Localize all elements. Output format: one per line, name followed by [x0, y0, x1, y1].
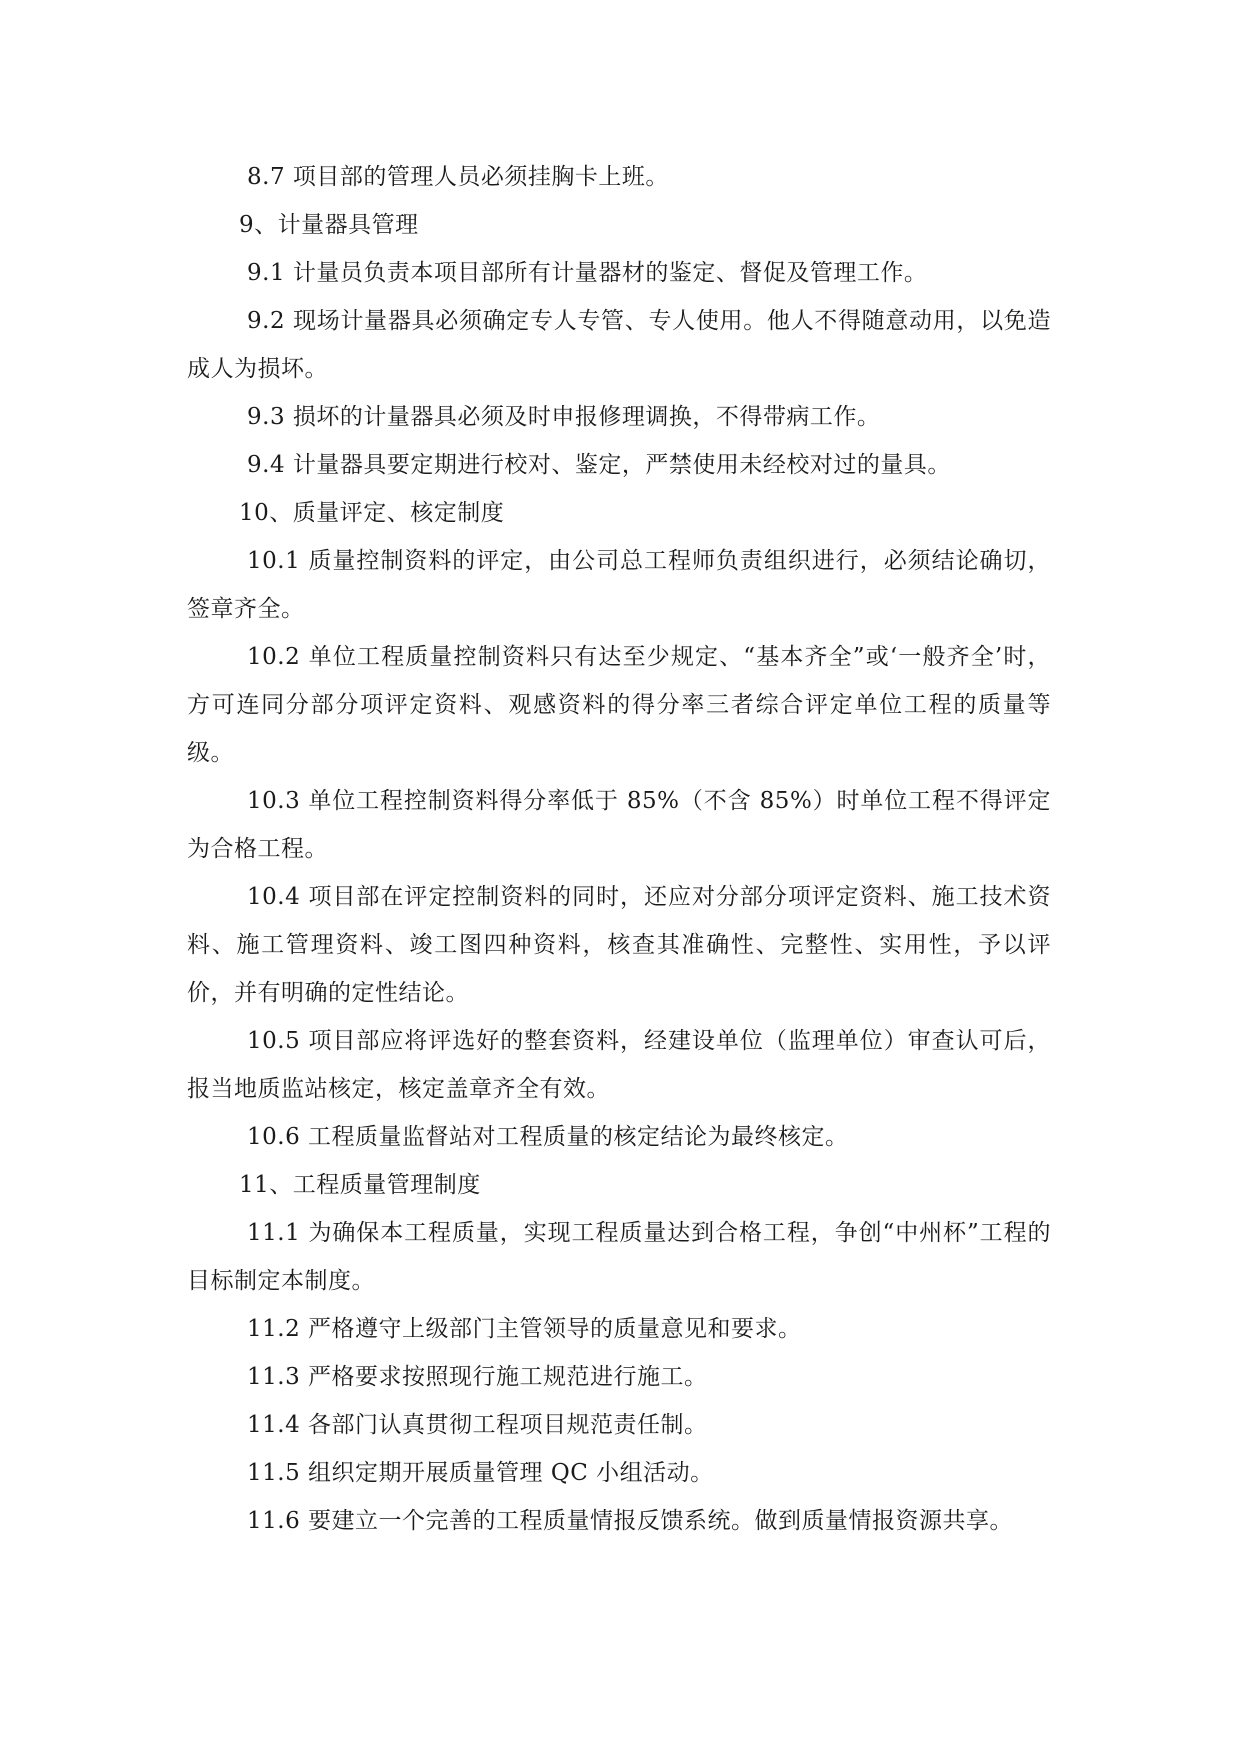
paragraph-10-5: 10.5 项目部应将评选好的整套资料，经建设单位（监理单位）审查认可后，报当地质监站核定，核定盖章齐全有效。	[187, 1028, 1051, 1102]
paragraph-11-4: 11.4 各部门认真贯彻工程项目规范责任制。	[247, 1412, 708, 1438]
paragraph-9-2: 9.2 现场计量器具必须确定专人专管、专人使用。他人不得随意动用，以免造成人为损坏。	[187, 308, 1051, 382]
paragraph-10-3: 10.3 单位工程控制资料得分率低于 85%（不含 85%）时单位工程不得评定为合格工程。	[187, 788, 1051, 862]
paragraph-10-2: 10.2 单位工程质量控制资料只有达至少规定、“基本齐全”或‘一般齐全’时，方可连同分部分项评定资料、观感资料的得分率三者综合评定单位工程的质量等级。	[187, 644, 1051, 766]
paragraph-9-4: 9.4 计量器具要定期进行校对、鉴定，严禁使用未经校对过的量具。	[247, 452, 951, 478]
paragraph-11-3: 11.3 严格要求按照现行施工规范进行施工。	[247, 1364, 708, 1390]
paragraph-10-6: 10.6 工程质量监督站对工程质量的核定结论为最终核定。	[247, 1124, 849, 1150]
document-body	[187, 153, 1051, 1545]
paragraph-11-2: 11.2 严格遵守上级部门主管领导的质量意见和要求。	[247, 1316, 802, 1342]
paragraph-8-7: 8.7 项目部的管理人员必须挂胸卡上班。	[247, 164, 669, 190]
paragraph-10-4: 10.4 项目部在评定控制资料的同时，还应对分部分项评定资料、施工技术资料、施工管理资料、竣工图四种资料，核查其准确性、完整性、实用性，予以评价，并有明确的定性结论。	[187, 884, 1051, 1006]
paragraph-11-6: 11.6 要建立一个完善的工程质量情报反馈系统。做到质量情报资源共享。	[247, 1508, 1014, 1534]
section-heading-9: 9、计量器具管理	[239, 212, 419, 238]
paragraph-11-5: 11.5 组织定期开展质量管理 QC 小组活动。	[247, 1460, 714, 1486]
paragraph-11-1: 11.1 为确保本工程质量，实现工程质量达到合格工程，争创“中州杯”工程的目标制定本制度。	[187, 1220, 1051, 1294]
paragraph-9-1: 9.1 计量员负责本项目部所有计量器材的鉴定、督促及管理工作。	[247, 260, 928, 286]
paragraph-9-3: 9.3 损坏的计量器具必须及时申报修理调换，不得带病工作。	[247, 404, 881, 430]
section-heading-11: 11、工程质量管理制度	[239, 1172, 481, 1198]
paragraph-10-1: 10.1 质量控制资料的评定，由公司总工程师负责组织进行，必须结论确切，签章齐全。	[187, 548, 1051, 622]
section-heading-10: 10、质量评定、核定制度	[239, 500, 505, 526]
